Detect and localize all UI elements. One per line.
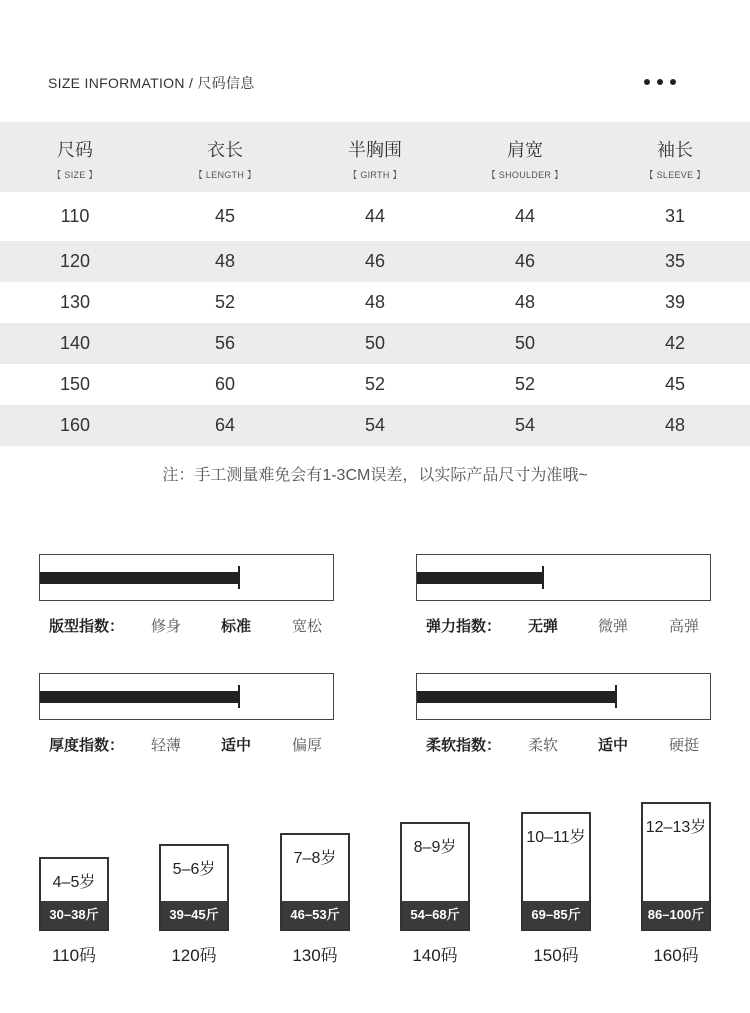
size-label: 130码 bbox=[292, 946, 338, 965]
table-cell: 160 bbox=[0, 405, 150, 446]
column-header-en: 【 SIZE 】 bbox=[52, 169, 98, 180]
size-label: 150码 bbox=[533, 946, 579, 965]
table-cell: 52 bbox=[364, 374, 386, 394]
table-cell: 44 bbox=[514, 206, 536, 226]
fit-index-title: 版型指数： bbox=[49, 618, 125, 635]
age-box bbox=[521, 812, 591, 931]
fit-option-standard: 标准 bbox=[221, 618, 252, 635]
table-cell: 48 bbox=[600, 405, 750, 446]
thickness-index-bar bbox=[40, 691, 239, 703]
table-cell: 46 bbox=[450, 241, 600, 282]
table-cell: 35 bbox=[600, 241, 750, 282]
thickness-index-title: 厚度指数： bbox=[49, 737, 125, 754]
table-cell: 48 bbox=[514, 292, 536, 312]
softness-index-labels bbox=[416, 734, 711, 754]
softness-index-marker bbox=[615, 685, 617, 708]
age-range: 5–6岁 bbox=[172, 861, 216, 878]
age-range: 8–9岁 bbox=[413, 839, 457, 856]
weight-range: 69–85斤 bbox=[523, 901, 589, 929]
table-cell: 31 bbox=[664, 206, 686, 226]
thickness-option-thick: 偏厚 bbox=[292, 737, 323, 754]
column-header-en: 【 LENGTH 】 bbox=[193, 169, 257, 180]
measurement-note: 注：手工测量难免会有1-3CM误差，以实际产品尺寸为准哦~ bbox=[162, 467, 588, 484]
age-box bbox=[39, 857, 109, 931]
table-cell: 56 bbox=[150, 323, 300, 364]
table-cell: 44 bbox=[364, 206, 386, 226]
thickness-option-medium: 适中 bbox=[221, 737, 252, 754]
column-header-en: 【 SLEEVE 】 bbox=[644, 169, 706, 180]
table-cell: 45 bbox=[214, 206, 236, 226]
more-dots-icon bbox=[644, 79, 676, 85]
table-row bbox=[0, 241, 750, 282]
weight-range: 54–68斤 bbox=[402, 901, 468, 929]
size-label: 120码 bbox=[171, 946, 217, 965]
table-row bbox=[0, 405, 750, 446]
age-box bbox=[159, 844, 229, 931]
table-cell: 42 bbox=[600, 323, 750, 364]
table-cell: 120 bbox=[0, 241, 150, 282]
table-cell: 48 bbox=[150, 241, 300, 282]
elasticity-option-high: 高弹 bbox=[669, 618, 700, 635]
fit-index bbox=[39, 554, 334, 635]
table-row bbox=[0, 323, 750, 364]
table-cell: 39 bbox=[664, 292, 686, 312]
thickness-index-labels bbox=[39, 734, 334, 754]
elasticity-index-marker bbox=[542, 566, 544, 589]
age-range: 4–5岁 bbox=[52, 874, 96, 891]
age-box bbox=[400, 822, 470, 931]
softness-index-meter bbox=[416, 673, 711, 720]
thickness-index-meter bbox=[39, 673, 334, 720]
column-header-size bbox=[0, 122, 150, 192]
fit-option-loose: 宽松 bbox=[292, 618, 323, 635]
weight-range: 86–100斤 bbox=[643, 901, 709, 929]
elasticity-index-bar bbox=[417, 572, 543, 584]
column-header-zh: 半胸围 bbox=[348, 139, 402, 160]
column-header-en: 【 GIRTH 】 bbox=[348, 169, 402, 180]
column-header-en: 【 SHOULDER 】 bbox=[486, 169, 564, 180]
dot bbox=[670, 79, 676, 85]
column-header-shoulder bbox=[450, 122, 600, 192]
fit-index-marker bbox=[238, 566, 240, 589]
table-cell: 130 bbox=[59, 292, 91, 312]
age-range: 7–8岁 bbox=[293, 850, 337, 867]
elasticity-index-title: 弹力指数： bbox=[426, 618, 502, 635]
table-cell: 54 bbox=[300, 405, 450, 446]
table-header-row bbox=[0, 122, 750, 192]
table-cell: 48 bbox=[364, 292, 386, 312]
page-title: SIZE INFORMATION / 尺码信息 bbox=[48, 75, 255, 91]
thickness-option-thin: 轻薄 bbox=[151, 737, 182, 754]
age-card bbox=[521, 812, 591, 966]
weight-range: 46–53斤 bbox=[282, 901, 348, 929]
table-cell: 46 bbox=[300, 241, 450, 282]
softness-option-medium: 适中 bbox=[598, 737, 629, 754]
softness-option-stiff: 硬挺 bbox=[669, 737, 700, 754]
table-row bbox=[0, 192, 750, 241]
thickness-index bbox=[39, 673, 334, 754]
dot bbox=[657, 79, 663, 85]
size-label: 110码 bbox=[51, 946, 97, 965]
age-box bbox=[641, 802, 711, 931]
column-header-zh: 尺码 bbox=[57, 139, 93, 160]
fit-index-bar bbox=[40, 572, 239, 584]
table-cell: 52 bbox=[214, 292, 236, 312]
table-cell: 45 bbox=[664, 374, 686, 394]
table-cell: 50 bbox=[450, 323, 600, 364]
table-cell: 52 bbox=[514, 374, 536, 394]
age-card bbox=[159, 844, 229, 966]
softness-index-title: 柔软指数： bbox=[426, 737, 502, 754]
table-row bbox=[0, 282, 750, 323]
table-cell: 54 bbox=[450, 405, 600, 446]
thickness-index-marker bbox=[238, 685, 240, 708]
table-cell: 110 bbox=[60, 206, 90, 226]
age-range: 10–11岁 bbox=[526, 829, 586, 846]
softness-index bbox=[416, 673, 711, 754]
column-header-zh: 肩宽 bbox=[507, 139, 543, 160]
column-header-zh: 衣长 bbox=[207, 139, 243, 160]
table-row bbox=[0, 364, 750, 405]
elasticity-index bbox=[416, 554, 711, 635]
age-range: 12–13岁 bbox=[645, 819, 707, 836]
table-cell: 64 bbox=[150, 405, 300, 446]
elasticity-option-none: 无弹 bbox=[528, 618, 559, 635]
size-label: 140码 bbox=[412, 946, 458, 965]
table-cell: 140 bbox=[0, 323, 150, 364]
age-card bbox=[400, 822, 470, 966]
weight-range: 39–45斤 bbox=[161, 901, 227, 929]
age-card bbox=[39, 857, 109, 966]
fit-index-meter bbox=[39, 554, 334, 601]
table-cell: 50 bbox=[300, 323, 450, 364]
table-cell: 150 bbox=[59, 374, 91, 394]
age-box bbox=[280, 833, 350, 931]
elasticity-index-meter bbox=[416, 554, 711, 601]
table-cell: 60 bbox=[214, 374, 236, 394]
age-card bbox=[641, 802, 711, 966]
softness-option-soft: 柔软 bbox=[528, 737, 559, 754]
column-header-length bbox=[150, 122, 300, 192]
age-card bbox=[280, 833, 350, 966]
column-header-sleeve bbox=[600, 122, 750, 192]
fit-option-slim: 修身 bbox=[151, 618, 182, 635]
size-label: 160码 bbox=[653, 946, 699, 965]
dot bbox=[644, 79, 650, 85]
elasticity-index-labels bbox=[416, 615, 711, 635]
size-table bbox=[0, 122, 750, 446]
column-header-zh: 袖长 bbox=[657, 139, 693, 160]
elasticity-option-slight: 微弹 bbox=[598, 618, 629, 635]
softness-index-bar bbox=[417, 691, 616, 703]
column-header-girth bbox=[300, 122, 450, 192]
fit-index-labels bbox=[39, 615, 334, 635]
weight-range: 30–38斤 bbox=[41, 901, 107, 929]
